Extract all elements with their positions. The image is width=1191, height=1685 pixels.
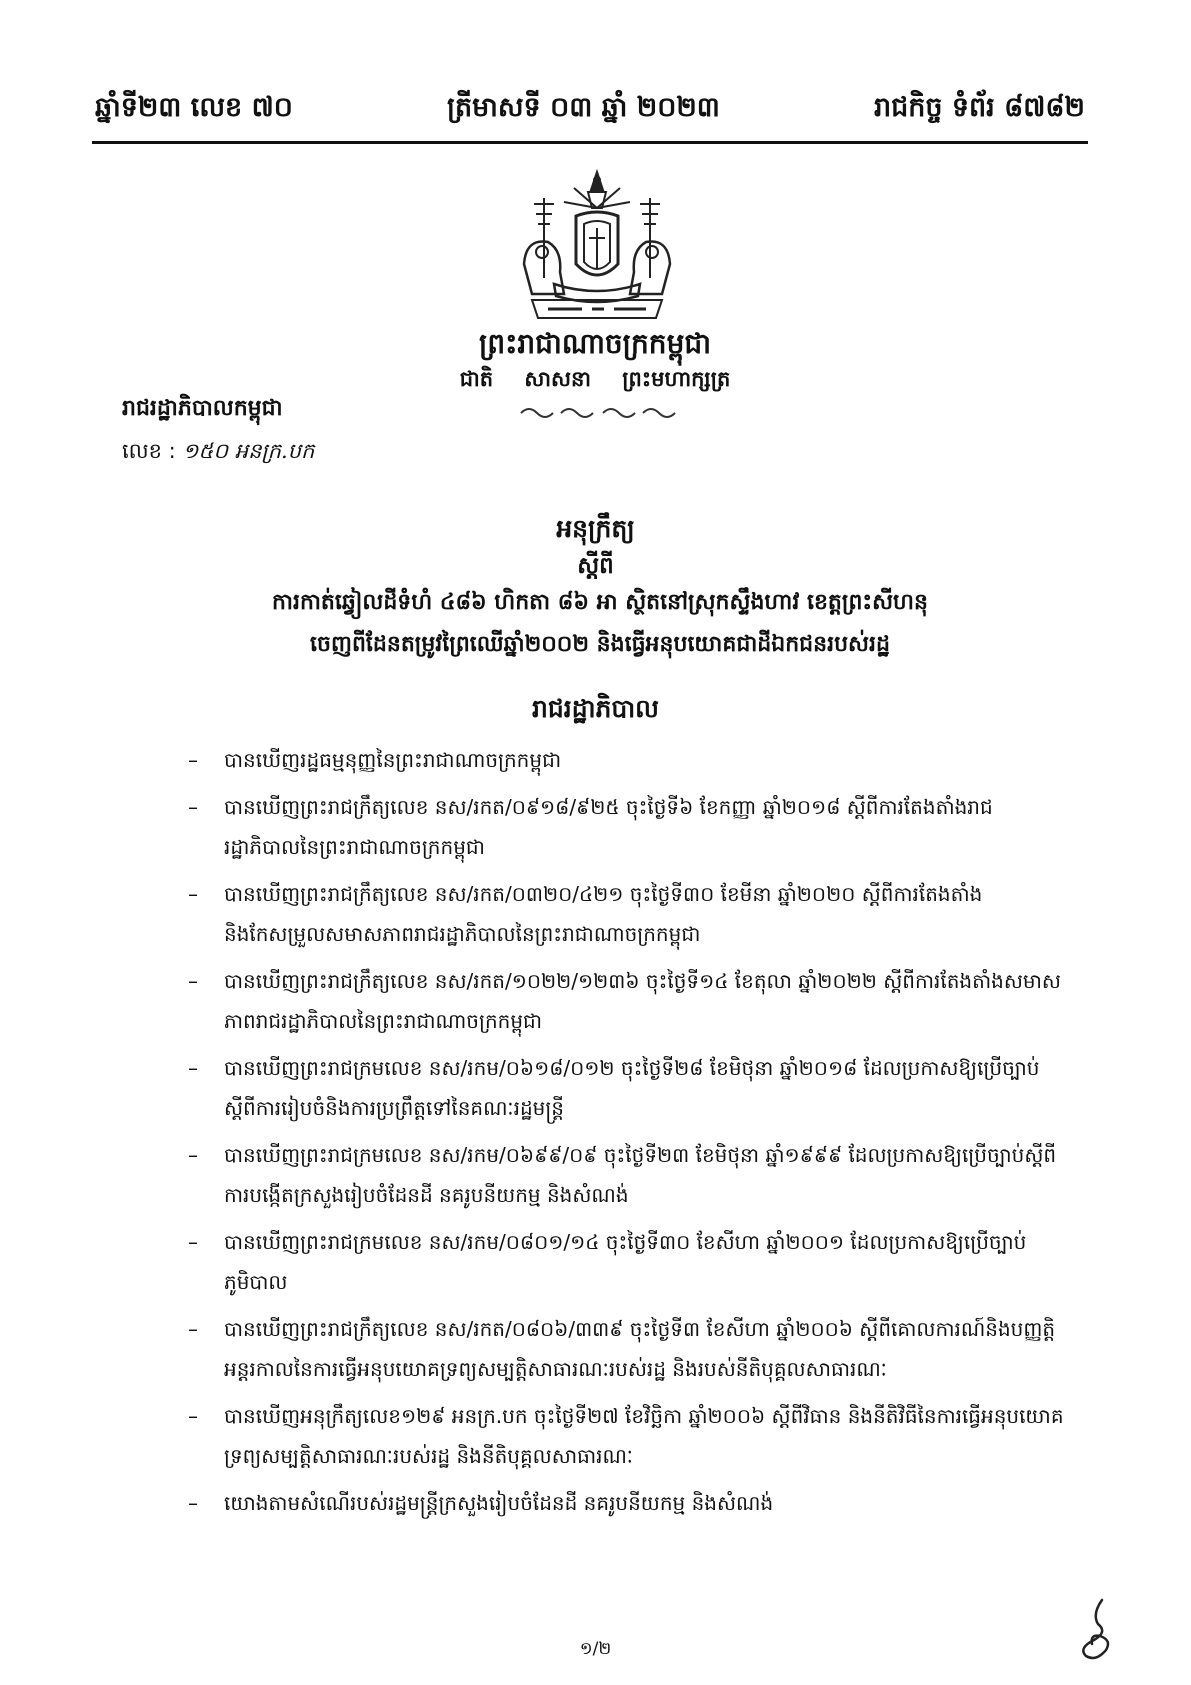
document-type: អនុក្រឹត្យ — [556, 514, 635, 543]
preamble-item: – យោងតាមសំណើរបស់រដ្ឋមន្ត្រីក្រសួងរៀបចំដែនដី នគរូបនីយកម្ម និងសំណង់ — [188, 1483, 1068, 1523]
royal-coat-of-arms-icon — [504, 168, 690, 328]
preamble-list — [188, 740, 1068, 1530]
issuing-authority: រាជរដ្ឋាភិបាលកម្ពុជា — [122, 396, 283, 421]
preamble-item: – បានឃើញព្រះរាជក្រមលេខ នស/រកម/០៨០១/១៤ ចុះថ្ងៃទី៣០ ខែសីហា ឆ្នាំ២០០១ ដែលប្រកាសឱ្យប្រើច្បាប់ភូមិបាល — [188, 1222, 1068, 1302]
ornamental-divider-icon — [515, 403, 685, 421]
issuing-body-heading: រាជរដ្ឋាភិបាល — [532, 694, 659, 723]
kingdom-name: ព្រះរាជាណាចក្រកម្ពុជា — [478, 327, 711, 360]
preamble-item: – បានឃើញព្រះរាជក្រឹត្យលេខ នស/រកត/០៨០៦/៣៣៩ ចុះថ្ងៃទី៣ ខែសីហា ឆ្នាំ២០០៦ ស្តីពីគោលការណ៍និងបញ្ញត្តិអន្តរកាលនៃការធ្វើអនុបយោគទ្រព្យសម្បត្តិសាធារណៈរបស់រដ្ឋ និងរបស់នីតិបុគ្គលសាធារណៈ — [188, 1309, 1068, 1389]
preamble-item: – បានឃើញរដ្ឋធម្មនុញ្ញនៃព្រះរាជាណាចក្រកម្ពុជា — [188, 740, 1068, 780]
reference-number: ១៥០ អនក្រ.បក — [182, 439, 315, 463]
preamble-item: – បានឃើញព្រះរាជក្រឹត្យលេខ នស/រកត/០៩១៨/៩២៥ ចុះថ្ងៃទី៦ ខែកញ្ញា ឆ្នាំ២០១៨ ស្តីពីការតែងតាំងរាជរដ្ឋាភិបាលនៃព្រះរាជាណាចក្រកម្ពុជា — [188, 787, 1068, 867]
document-title-line-2: ចេញពីដែនតម្រូវព្រៃឈើឆ្នាំ២០០២ និងធ្វើអនុបយោគជាដីឯកជនរបស់រដ្ឋ — [310, 632, 890, 657]
preamble-item: – បានឃើញព្រះរាជក្រឹត្យលេខ នស/រកត/១០២២/១២៣៦ ចុះថ្ងៃទី១៤ ខែតុលា ឆ្នាំ២០២២ ស្តីពីការតែងតាំងសមាសភាពរាជរដ្ឋាភិបាលនៃព្រះរាជាណាចក្រកម្ពុជា — [188, 961, 1068, 1041]
preamble-item: – បានឃើញព្រះរាជក្រមលេខ នស/រកម/០៦១៨/០១២ ចុះថ្ងៃទី២៨ ខែមិថុនា ឆ្នាំ២០១៨ ដែលប្រកាសឱ្យប្រើច្បាប់ស្តីពីការរៀបចំនិងការប្រព្រឹត្តទៅនៃគណៈរដ្ឋមន្ត្រី — [188, 1048, 1068, 1128]
handwritten-initials-icon — [1072, 1596, 1116, 1662]
reference-label: លេខ : — [122, 439, 176, 463]
gazette-quarter: ត្រីមាសទី ០៣ ឆ្នាំ ២០២៣ — [446, 91, 720, 123]
national-motto: ជាតិ សាសនា ព្រះមហាក្សត្រ — [459, 367, 731, 391]
preamble-item: – បានឃើញអនុក្រឹត្យលេខ១២៩ អនក្រ.បក ចុះថ្ងៃទី២៧ ខែវិច្ឆិកា ឆ្នាំ២០០៦ ស្តីពីវិធាន និងនីតិវិធីនៃការធ្វើអនុបយោគទ្រព្យសម្បត្តិសាធារណៈរបស់រដ្ឋ និងនីតិបុគ្គលសាធារណៈ — [188, 1396, 1068, 1476]
preamble-item: – បានឃើញព្រះរាជក្រមលេខ នស/រកម/០៦៩៩/០៩ ចុះថ្ងៃទី២៣ ខែមិថុនា ឆ្នាំ១៩៩៩ ដែលប្រកាសឱ្យប្រើច្បាប់ស្តីពីការបង្កើតក្រសួងរៀបចំដែនដី នគរូបនីយកម្ម និងសំណង់ — [188, 1135, 1068, 1215]
page-number: ១/២ — [579, 1639, 612, 1659]
reference-line — [122, 438, 314, 469]
gazette-volume: ឆ្នាំទី២៣ លេខ ៧០ — [95, 91, 293, 123]
preamble-item: – បានឃើញព្រះរាជក្រឹត្យលេខ នស/រកត/០៣២០/៤២១ ចុះថ្ងៃទី៣០ ខែមីនា ឆ្នាំ២០២០ ស្តីពីការតែងតាំងនិងកែសម្រួលសមាសភាពរាជរដ្ឋាភិបាលនៃព្រះរាជាណាចក្រកម្ពុជា — [188, 874, 1068, 954]
gazette-page-ref: រាជកិច្ច ទំព័រ ៨៧៨២ — [873, 91, 1085, 123]
document-about: ស្តីពី — [577, 553, 614, 579]
document-title-line-1: ការកាត់ឆ្វៀលដីទំហំ ៤៨៦ ហិកតា ៨៦ អា ស្ថិតនៅស្រុកស្ទឹងហាវ ខេត្តព្រះសីហនុ — [272, 590, 928, 615]
gazette-header — [95, 88, 1085, 132]
header-divider — [92, 141, 1088, 144]
